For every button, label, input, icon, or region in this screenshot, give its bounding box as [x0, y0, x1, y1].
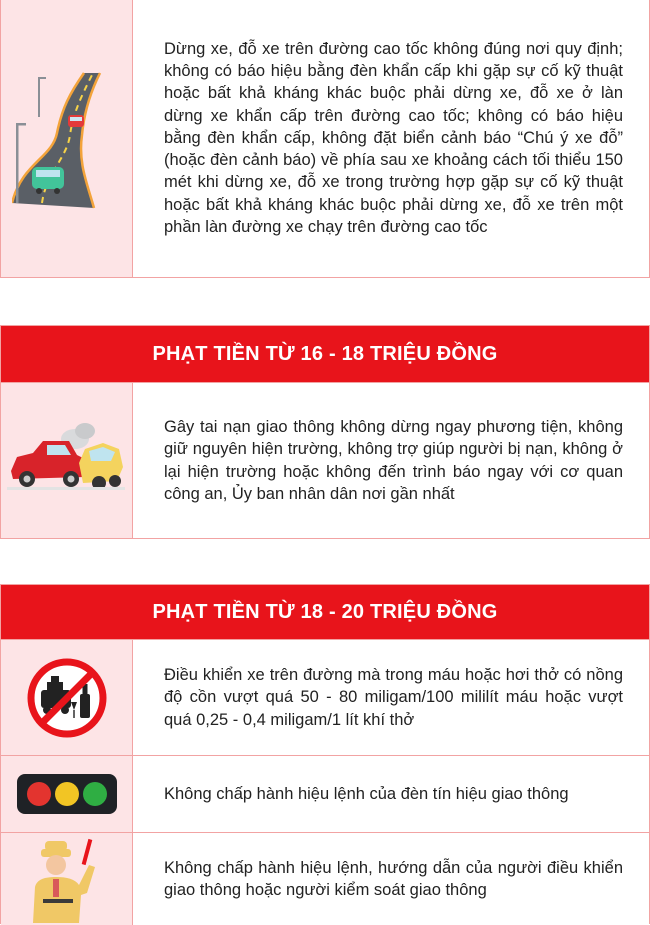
violation-text: Không chấp hành hiệu lệnh của đèn tín hiệu giao thông	[164, 784, 569, 803]
violation-text: Điều khiển xe trên đường mà trong máu hoặc hơi thở có nồng độ cồn vượt quá 50 - 80 miligam/100 mililít máu hoặc vượt quá 0,25 - 0,4 miligam/1 lít khí thở	[164, 666, 623, 729]
violation-row-traffic-light	[1, 755, 649, 832]
violation-row-alcohol	[1, 639, 649, 755]
section-header: PHẠT TIỀN TỪ 18 - 20 TRIỆU ĐỒNG	[1, 585, 649, 639]
violation-text: Không chấp hành hiệu lệnh, hướng dẫn của người điều khiển giao thông hoặc người kiểm soát giao thông	[164, 858, 623, 899]
icon-cell	[1, 640, 133, 755]
traffic-police-icon	[27, 835, 107, 923]
fine-table-1	[0, 0, 650, 278]
fine-table-3	[0, 584, 650, 924]
icon-cell	[1, 383, 133, 538]
icon-cell	[1, 833, 133, 925]
icon-cell	[1, 756, 133, 832]
violation-row-traffic-police	[1, 832, 649, 925]
section-header: PHẠT TIỀN TỪ 16 - 18 TRIỆU ĐỒNG	[1, 326, 649, 382]
fine-table-2	[0, 325, 650, 539]
car-crash-icon	[7, 421, 127, 501]
violation-row-hit-and-run	[1, 382, 649, 538]
highway-road-icon	[12, 63, 122, 213]
violation-text: Dừng xe, đỗ xe trên đường cao tốc không đúng nơi quy định; không có báo hiệu bằng đèn khẩn cấp khi gặp sự cố kỹ thuật hoặc bất khả kháng khác buộc phải dừng xe, đỗ xe ở làn dừng xe khẩn cấp trên đường cao tốc; không có báo hiệu bằng đèn khẩn cấp, không đặt biển cảnh báo “Chú ý xe đỗ” (hoặc đèn cảnh báo) về phía sau xe khoảng cách tối thiểu 150 mét khi dừng xe, đỗ xe trong trường hợp gặp sự cố kỹ thuật hoặc bất khả kháng khác buộc phải dừng xe, đỗ xe trên một phần làn đường xe chạy trên đường cao tốc	[164, 40, 623, 236]
traffic-light-icon	[15, 772, 119, 816]
no-drink-driving-icon	[25, 656, 109, 740]
icon-cell	[1, 0, 133, 277]
violation-text: Gây tai nạn giao thông không dừng ngay phương tiện, không giữ nguyên hiện trường, không trợ giúp người bị nạn, không ở lại hiện trường hoặc không đến trình báo ngay với cơ quan công an, Ủy ban nhân dân nơi gần nhất	[164, 418, 623, 503]
violation-row-highway-stop	[1, 0, 649, 277]
